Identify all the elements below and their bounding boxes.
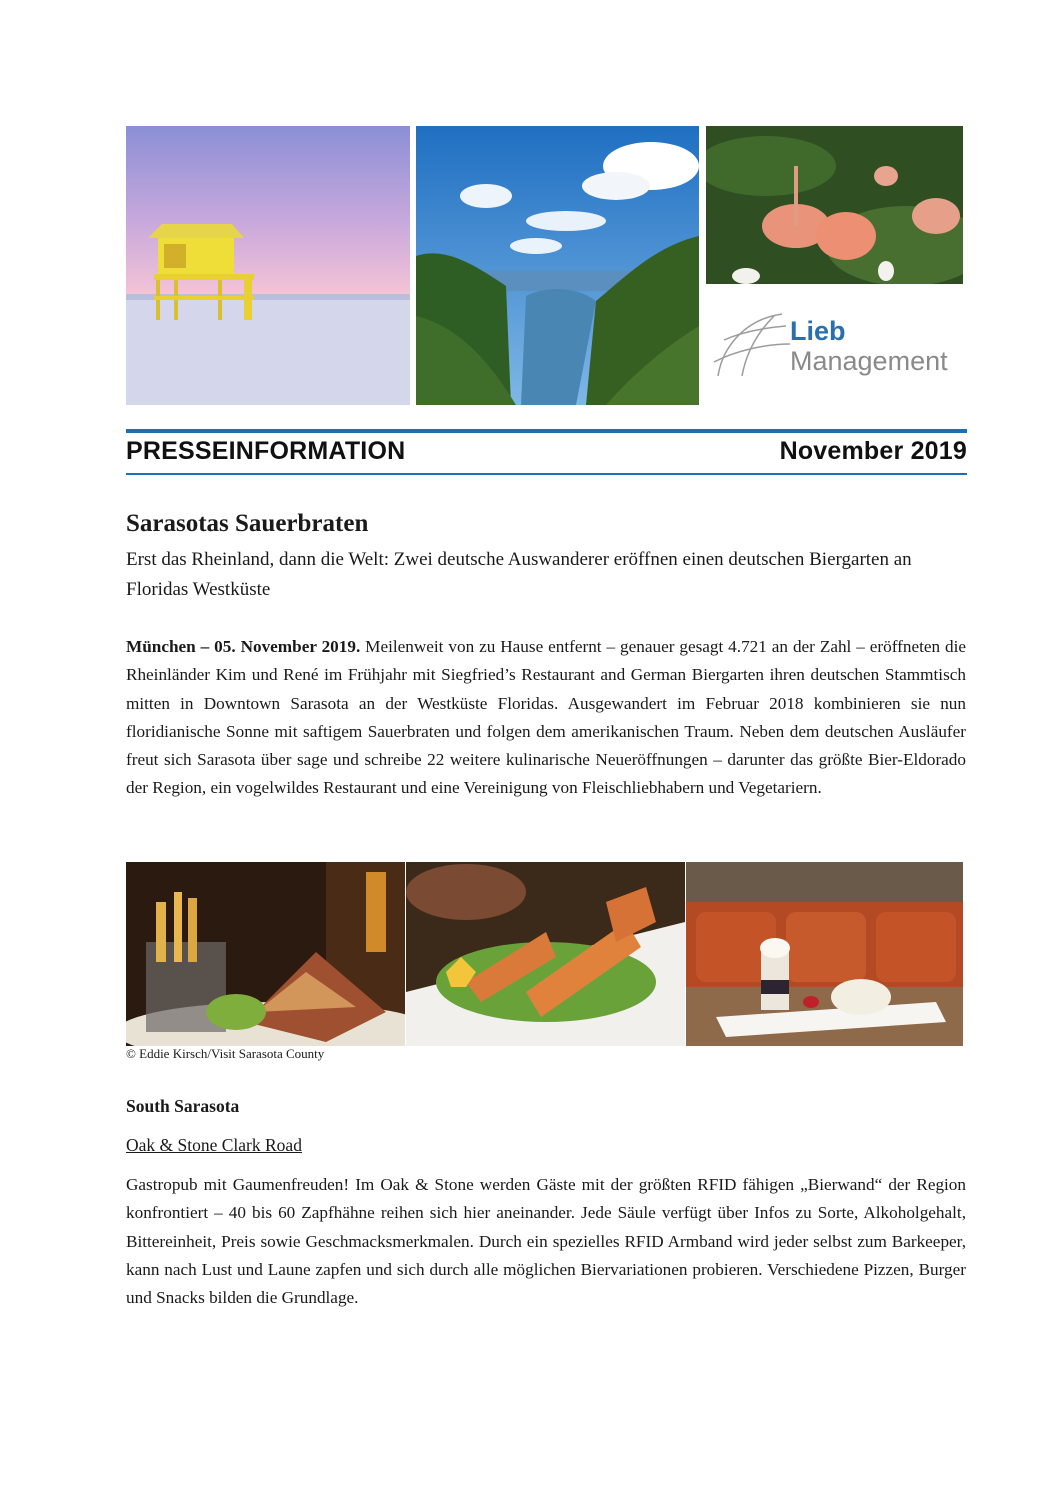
wrap-plate-photo bbox=[406, 862, 685, 1046]
intro-text: Meilenweit von zu Hause entfernt – genauer gesagt 4.721 an der Zahl – eröffneten die Rheinländer Kim und René im Frühjahr mit Siegfried’s Restaurant and German Biergarten ihren deutschen Stammtisch mitten in Downtown Sarasota an der Westküste Floridas. Ausgewandert im Februar 2018 kombinieren sie nun floridianische Sonne mit saftigem Sauerbraten und folgen dem amerikanischen Traum. Neben dem deutschen Ausläufer freut sich Sarasota über sage und schreibe 22 weitere kulinarische Neueröffnungen – darunter das größte Bier-Eldorado der Region, ein vogelwildes Restaurant und eine Vereinigung von Fleischliebhabern und Vegetariern. bbox=[126, 637, 966, 798]
issue-date: November 2019 bbox=[779, 437, 967, 465]
header-bottom-rule bbox=[126, 473, 967, 475]
intro-paragraph bbox=[126, 633, 966, 803]
article-title: Sarasotas Sauerbraten bbox=[126, 510, 369, 537]
burger-fries-photo bbox=[126, 862, 405, 1046]
article-subtitle: Erst das Rheinland, dann die Welt: Zwei deutsche Auswanderer eröffnen einen deutschen Biergarten an Floridas Westküste bbox=[126, 549, 912, 600]
beach-lifeguard-tower-photo bbox=[126, 126, 410, 405]
globe-logo-icon bbox=[712, 310, 792, 382]
mangrove-river-photo bbox=[416, 126, 699, 405]
logo-lieb-text: Lieb bbox=[790, 316, 846, 346]
header-top-rule bbox=[126, 429, 967, 433]
section-heading: South Sarasota bbox=[126, 1096, 240, 1116]
dessert-plate-photo bbox=[686, 862, 963, 1046]
lieb-management-logo bbox=[712, 308, 962, 388]
venue-paragraph: Gastropub mit Gaumenfreuden! Im Oak & Stone werden Gäste mit der größten RFID fähigen „Bierwand“ der Region konfrontiert – 40 bis 60 Zapfhähne reihen sich hier aneinander. Jede Säule verfügt über Infos zu Sorte, Alkoholgehalt, Bittereinheit, Preis sowie Geschmacksmerkmalen. Durch ein spezielles RFID Armband wird jeder selbst zum Barkeeper, kann nach Lust und Laune zapfen und sich durch alle möglichen Biervariationen probieren. Verschiedene Pizzen, Burger und Snacks bilden die Grundlage. bbox=[126, 1175, 966, 1308]
press-info-label: PRESSEINFORMATION bbox=[126, 437, 406, 465]
photo-credit: © Eddie Kirsch/Visit Sarasota County bbox=[126, 1046, 325, 1061]
dateline: München – 05. November 2019. bbox=[126, 637, 361, 656]
logo-management-text: Management bbox=[790, 346, 948, 376]
flamingos-photo bbox=[706, 126, 963, 284]
venue-name: Oak & Stone Clark Road bbox=[126, 1135, 302, 1155]
